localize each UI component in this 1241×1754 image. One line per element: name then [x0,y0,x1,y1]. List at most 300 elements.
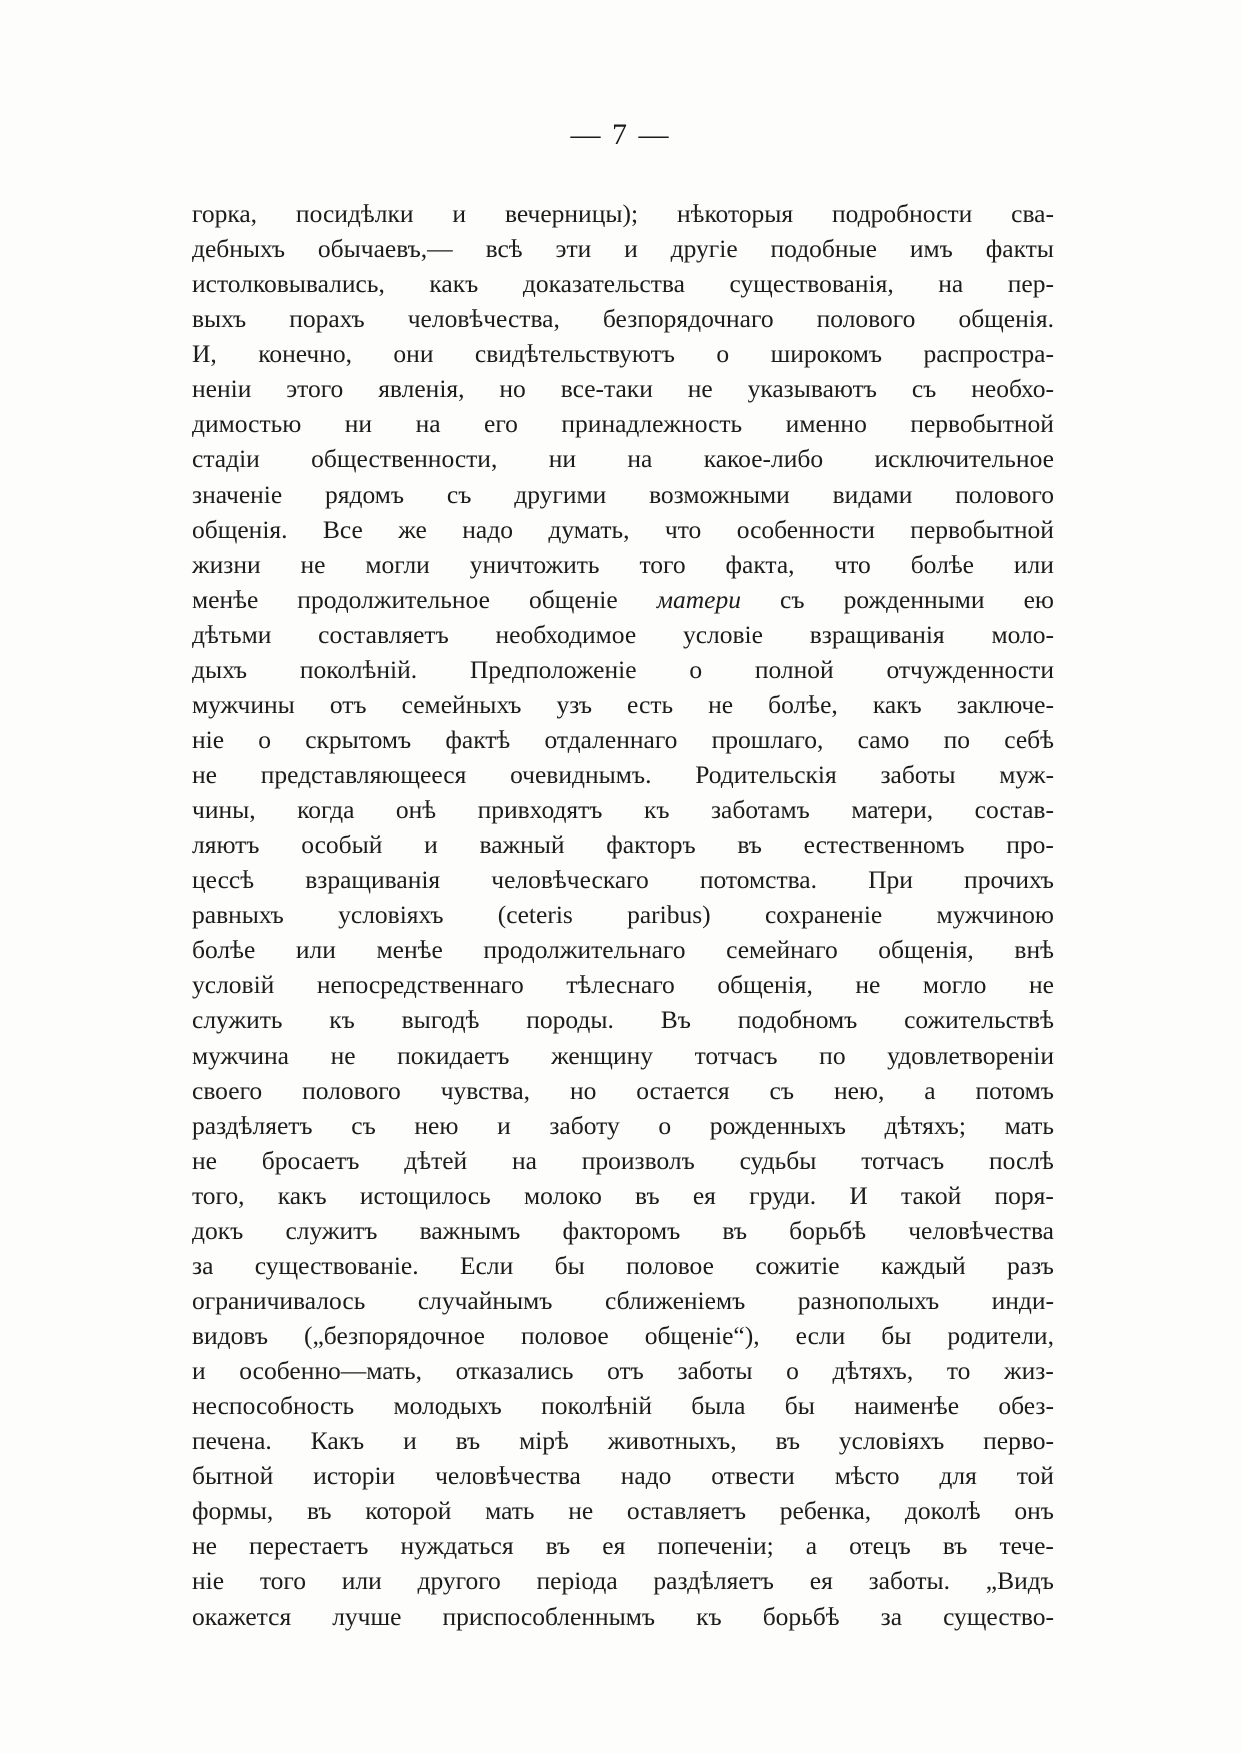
text-line [192,1002,1054,1037]
word: борьбѣ [762,1601,840,1631]
word: условіе [682,619,763,649]
word: привходятъ [477,795,603,825]
word: или [295,935,336,965]
word: принадлежность [561,409,743,439]
word: породы. [526,1005,614,1035]
word: мужчины [192,689,295,719]
word: Какъ [310,1426,365,1456]
word: оставляетъ [626,1496,747,1526]
word: молодыхъ [393,1391,502,1421]
word: само [857,724,910,754]
word: нею, [833,1075,885,1105]
word: на [938,269,964,299]
word: дѣтьми [192,619,272,649]
word: конечно, [258,339,352,369]
word: ею [1023,584,1054,614]
word: съ [446,479,472,509]
word: указываютъ [747,374,877,404]
text-line [192,932,1054,967]
word: сближеніемъ [604,1285,746,1315]
word: уничтожить [469,549,600,579]
word: моло- [991,619,1054,649]
word: цессѣ [192,865,255,895]
text-line [192,301,1054,336]
word: не [687,374,713,404]
word: человѣчества [908,1215,1054,1245]
word: порахъ [289,304,365,334]
word: разъ [1007,1250,1054,1280]
word: и [403,1426,417,1456]
word: о [716,339,730,369]
word: родители, [947,1321,1054,1350]
word: общеніе“), [644,1321,760,1350]
word: половое [520,1321,609,1350]
word: груди. [749,1180,817,1210]
text-line [192,1599,1054,1634]
word: факта, [725,549,795,579]
word: Родительскія [695,760,837,789]
word: („безпорядочное [304,1321,485,1350]
word: печена. [192,1426,272,1456]
word: потомства. [699,865,818,895]
word: нѣкоторыя [676,199,794,228]
text-line [192,1038,1054,1073]
word: надо [620,1461,672,1491]
word: инди- [991,1285,1054,1315]
word: свидѣтельствуютъ [474,339,675,369]
word: другого [417,1566,501,1596]
word: общенія, [878,935,974,965]
word: сва- [1011,199,1054,228]
word: явленія, [378,374,465,404]
word: общенія, [717,970,813,1000]
word: вечерницы); [504,199,639,228]
word: разнополыхъ [797,1285,940,1315]
text-line [192,582,1054,617]
word: попеченіи; [657,1531,774,1561]
word: полового [955,479,1054,509]
word: неспособность [192,1391,355,1421]
word: рожденными [843,584,985,614]
text-line [192,441,1054,476]
word: которой [365,1496,452,1526]
word: дыхъ [192,654,248,684]
word: внѣ [1014,935,1054,965]
word: о [658,1110,672,1140]
text-line [192,722,1054,757]
word: рядомъ [325,479,405,509]
word: и [624,234,638,264]
word: съ [780,584,805,614]
word: „Видъ [985,1566,1054,1596]
word: тѣлеснаго [566,970,675,1000]
word: формы, [192,1496,274,1526]
word: а [924,1075,936,1105]
word: какое-либо [703,444,824,474]
word: представляющееся [260,760,467,789]
text-line [192,371,1054,406]
word: мать [1004,1110,1054,1140]
word: остается [636,1075,730,1105]
word: общеніе [528,584,618,614]
word: мужчина [192,1040,289,1070]
word: случайнымъ [417,1285,553,1315]
word: важнымъ [419,1215,521,1245]
text-line [192,266,1054,301]
word: была [691,1391,746,1421]
word: ея [692,1180,716,1210]
word: ребенка, [779,1496,872,1526]
word: въ [775,1426,801,1456]
word: эти [555,234,592,264]
word: о [258,724,271,754]
text-line [192,897,1054,932]
word: исключительное [874,444,1054,474]
word: существованія, [729,269,894,299]
word: отчужденности [886,654,1054,684]
word: обез- [998,1391,1054,1421]
word: бы [784,1391,815,1421]
word: къ [329,1005,355,1035]
word: мать [485,1496,535,1526]
word: сожитіе [755,1250,840,1280]
word: Все [322,514,363,544]
word: матери [656,584,741,614]
word: есть [627,689,674,719]
word: борьбѣ [789,1215,867,1245]
word: распростра- [923,339,1054,369]
word: не [1028,970,1054,1000]
word: себѣ [1004,724,1054,754]
word: нею [414,1110,459,1140]
word: удовлетвореніи [887,1040,1054,1070]
word: тотчасъ [861,1145,945,1175]
text-line [192,1318,1054,1353]
word: дѣтяхъ; [884,1110,966,1140]
text-line [192,196,1054,231]
word: болѣе [910,549,974,579]
word: видами [832,479,913,509]
word: муж- [999,760,1054,789]
word: не [192,760,217,789]
word: семейныхъ [401,689,522,719]
word: тотчасъ [694,1040,778,1070]
word: окажется [192,1601,292,1631]
word: полового [816,304,916,334]
word: бытной [192,1461,274,1491]
word: болѣе [192,935,256,965]
word: сожительствѣ [904,1005,1054,1035]
word: своего [192,1075,263,1105]
word: существо- [943,1601,1054,1631]
word: докъ [192,1215,244,1245]
word: въ [635,1180,660,1210]
text-line [192,547,1054,582]
text-line [192,1248,1054,1283]
word: животныхъ, [607,1426,737,1456]
word: за [192,1250,214,1280]
word: Въ [660,1005,691,1035]
word: мѣсто [834,1461,900,1491]
word: онѣ [395,795,437,825]
word: если [795,1321,846,1350]
word: заботу [549,1110,620,1140]
word: раздѣляетъ [192,1110,313,1140]
word: обычаевъ,— [317,234,453,264]
word: прочихъ [964,865,1054,895]
word: истолковывались, [192,269,385,299]
word: женщину [551,1040,653,1070]
word: половое [626,1250,714,1280]
word: не [330,1040,356,1070]
word: выгодѣ [401,1005,480,1035]
word: нуждаться [400,1531,514,1561]
word: менѣе [192,584,259,614]
word: этого [286,374,344,404]
text-line [192,1528,1054,1563]
word: очевиднымъ. [510,760,652,789]
text-line [192,1388,1054,1423]
word: поколѣній [541,1391,652,1421]
word: отъ [607,1356,644,1386]
word: прошлаго, [711,724,824,754]
word: видовъ [192,1321,269,1350]
word: его [484,409,518,439]
word: заботы. [868,1566,950,1596]
word: полной [754,654,834,684]
word: и [452,199,467,228]
word: того, [192,1180,245,1210]
word: тече- [999,1531,1054,1561]
word: всѣ [485,234,523,264]
word: пер- [1007,269,1054,299]
word: доколѣ [904,1496,981,1526]
word: съ [911,374,937,404]
text-line [192,1563,1054,1598]
word: въ [722,1215,748,1245]
word: онъ [1014,1496,1054,1526]
body-text [192,196,1054,1634]
word: факты [985,234,1054,264]
word: перво- [983,1426,1054,1456]
word: ніе [192,1566,225,1596]
word: необхо- [971,374,1054,404]
word: про- [1006,830,1054,860]
word: поря- [994,1180,1054,1210]
word: истощилось [359,1180,491,1210]
word: произволъ [581,1145,695,1175]
word: подобномъ [737,1005,858,1035]
word: И [849,1180,868,1210]
word: необходимое [495,619,637,649]
word: приспособленнымъ [442,1601,656,1631]
word: той [1016,1461,1054,1491]
text-line [192,1423,1054,1458]
word: молоко [523,1180,602,1210]
word: исторіи [313,1461,396,1491]
word: отецъ [849,1531,911,1561]
word: на [627,444,653,474]
word: значеніе [192,479,283,509]
word: первобытной [910,514,1054,544]
word: дебныхъ [192,234,286,264]
word: все-таки [560,374,653,404]
word: При [868,865,913,895]
word: естественномъ [803,830,965,860]
word: съ [769,1075,795,1105]
word: продолжительное [297,584,490,614]
text-line [192,1458,1054,1493]
word: служитъ [285,1215,378,1245]
word: общественности, [311,444,498,474]
word: о [786,1356,799,1386]
word: важный [479,830,565,860]
word: дѣтей [404,1145,468,1175]
word: но [569,1075,597,1105]
word: въ [306,1496,332,1526]
word: посидѣлки [295,199,414,228]
word: раздѣляетъ [653,1566,774,1596]
word: въ [455,1426,481,1456]
text-line [192,792,1054,827]
word: другими [514,479,607,509]
word: дѣтяхъ, [832,1356,914,1386]
word: лучше [332,1601,402,1631]
word: заключе- [956,689,1054,719]
word: бросаетъ [261,1145,360,1175]
word: того [259,1566,306,1596]
word: особенности [736,514,875,544]
text-line [192,757,1054,792]
text-line [192,652,1054,687]
text-line [192,967,1054,1002]
text-line [192,1353,1054,1388]
word: заботы [677,1356,753,1386]
word: семейнаго [726,935,838,965]
word: широкомъ [770,339,883,369]
word: что [664,514,702,544]
text-line [192,687,1054,722]
word: отвести [711,1461,795,1491]
word: поколѣній. [299,654,418,684]
word: человѣческаго [491,865,649,895]
word: не [568,1496,594,1526]
word: и [192,1356,206,1386]
word: не [192,1531,217,1561]
word: заботы [880,760,956,789]
word: или [1013,549,1054,579]
word: когда [297,795,355,825]
word: не [192,1145,217,1175]
text-line [192,512,1054,547]
word: ляютъ [192,830,260,860]
word: періода [536,1566,618,1596]
word: менѣе [376,935,443,965]
word: на [511,1145,537,1175]
word: бы [554,1250,585,1280]
word: существованіе. [254,1250,419,1280]
word: не [300,549,326,579]
word: матери, [851,795,934,825]
word: то [946,1356,971,1386]
word: узъ [556,689,593,719]
word: они [393,339,434,369]
word: не [855,970,881,1000]
word: и [424,830,438,860]
word: по [943,724,970,754]
word: ни [344,409,373,439]
word: къ [643,795,670,825]
word: безпорядочнаго [602,304,774,334]
word: отказались [455,1356,574,1386]
word: условіяхъ [838,1426,945,1456]
word: что [834,549,871,579]
word: каждый [880,1250,966,1280]
word: (ceteris [497,900,573,930]
word: человѣчества [435,1461,581,1491]
word: взращиванія [809,619,945,649]
text-line [192,1493,1054,1528]
word: мірѣ [519,1426,569,1456]
text-line [192,1213,1054,1248]
word: могли [365,549,430,579]
word: какъ [872,689,922,719]
word: о [689,654,703,684]
word: общенія. [192,514,288,544]
word: мужчиною [936,900,1054,930]
word: другіе [670,234,738,264]
word: ограничивалось [192,1285,366,1315]
word: жиз- [1004,1356,1054,1386]
text-line [192,617,1054,652]
text-line [192,1143,1054,1178]
word: могло [922,970,987,1000]
word: надо [462,514,513,544]
word: стадіи [192,444,260,474]
word: отъ [329,689,367,719]
text-line [192,827,1054,862]
word: ни [548,444,576,474]
word: ея [809,1566,833,1596]
word: факторомъ [562,1215,681,1245]
word: и [497,1110,511,1140]
word: перестаетъ [249,1531,369,1561]
word: И, [192,339,217,369]
word: въ [737,830,762,860]
text-line [192,336,1054,371]
word: подробности [832,199,973,228]
word: думать, [548,514,630,544]
word: общенія. [958,304,1054,334]
word: paribus) [627,900,711,930]
word: Если [460,1250,514,1280]
word: въ [545,1531,571,1561]
word: чувства, [440,1075,531,1105]
word: судьбы [739,1145,817,1175]
word: ея [602,1531,626,1561]
word: того [639,549,686,579]
word: послѣ [988,1145,1054,1175]
word: неніи [192,374,252,404]
text-line [192,231,1054,266]
word: чины, [192,795,256,825]
word: сохраненіе [764,900,883,930]
word: наименѣе [854,1391,960,1421]
word: на [415,409,441,439]
word: доказательства [522,269,685,299]
word: для [939,1461,977,1491]
text-line [192,1178,1054,1213]
